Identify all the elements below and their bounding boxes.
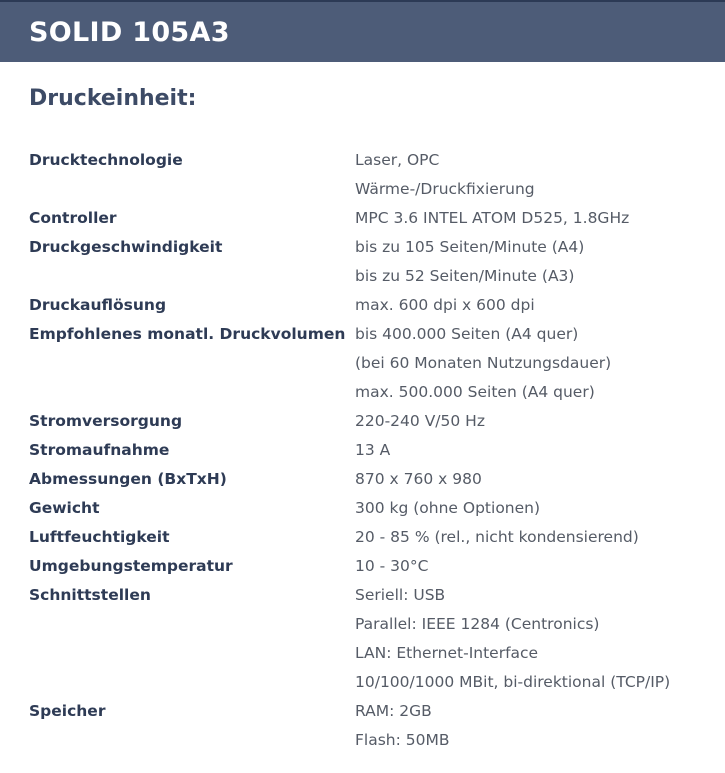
spec-value: 10/100/1000 MBit, bi-direktional (TCP/IP) xyxy=(355,673,671,691)
spec-values xyxy=(355,523,639,552)
spec-value: bis zu 105 Seiten/Minute (A4) xyxy=(355,238,585,256)
spec-value: Wärme-/Druckfixierung xyxy=(355,180,535,198)
spec-values xyxy=(355,552,428,581)
spec-label: Druckauflösung xyxy=(29,296,167,314)
spec-values xyxy=(355,407,485,436)
header-bar xyxy=(0,0,725,62)
spec-values xyxy=(355,146,535,204)
spec-values xyxy=(355,233,584,291)
spec-values xyxy=(355,436,390,465)
spec-value: (bei 60 Monaten Nutzungsdauer) xyxy=(355,354,612,372)
spec-value: bis zu 52 Seiten/Minute (A3) xyxy=(355,267,575,285)
spec-row xyxy=(29,581,709,697)
spec-values xyxy=(355,697,450,755)
spec-label: Drucktechnologie xyxy=(29,151,183,169)
spec-row xyxy=(29,291,709,320)
spec-label: Gewicht xyxy=(29,499,100,517)
spec-row xyxy=(29,407,709,436)
spec-value: Laser, OPC xyxy=(355,151,440,169)
spec-value: Flash: 50MB xyxy=(355,731,450,749)
spec-label: Empfohlenes monatl. Druckvolumen xyxy=(29,325,346,343)
spec-row xyxy=(29,146,709,204)
spec-value: Seriell: USB xyxy=(355,586,446,604)
spec-values xyxy=(355,494,540,523)
spec-value: Parallel: IEEE 1284 (Centronics) xyxy=(355,615,600,633)
spec-value: 20 - 85 % (rel., nicht kondensierend) xyxy=(355,528,639,546)
spec-table xyxy=(29,146,709,755)
spec-label: Abmessungen (BxTxH) xyxy=(29,470,227,488)
spec-row xyxy=(29,320,709,407)
spec-value: 10 - 30°C xyxy=(355,557,429,575)
spec-values xyxy=(355,204,629,233)
spec-label: Stromaufnahme xyxy=(29,441,170,459)
spec-label: Stromversorgung xyxy=(29,412,183,430)
spec-label: Speicher xyxy=(29,702,106,720)
spec-row xyxy=(29,494,709,523)
spec-row xyxy=(29,523,709,552)
spec-value: 13 A xyxy=(355,441,391,459)
spec-row xyxy=(29,204,709,233)
spec-values xyxy=(355,465,482,494)
spec-values xyxy=(355,291,535,320)
spec-values xyxy=(355,581,670,697)
spec-values xyxy=(355,320,611,407)
spec-row xyxy=(29,436,709,465)
spec-value: 300 kg (ohne Optionen) xyxy=(355,499,541,517)
spec-row xyxy=(29,697,709,755)
spec-value: LAN: Ethernet-Interface xyxy=(355,644,539,662)
spec-value: max. 600 dpi x 600 dpi xyxy=(355,296,535,314)
spec-row xyxy=(29,552,709,581)
spec-value: bis 400.000 Seiten (A4 quer) xyxy=(355,325,579,343)
spec-label: Controller xyxy=(29,209,117,227)
spec-value: RAM: 2GB xyxy=(355,702,432,720)
spec-value: 220-240 V/50 Hz xyxy=(355,412,485,430)
spec-row xyxy=(29,465,709,494)
spec-value: MPC 3.6 INTEL ATOM D525, 1.8GHz xyxy=(355,209,630,227)
spec-label: Schnittstellen xyxy=(29,586,151,604)
spec-value: 870 x 760 x 980 xyxy=(355,470,482,488)
spec-value: max. 500.000 Seiten (A4 quer) xyxy=(355,383,595,401)
spec-label: Luftfeuchtigkeit xyxy=(29,528,170,546)
product-title: SOLID 105A3 xyxy=(29,16,230,48)
spec-row xyxy=(29,233,709,291)
spec-label: Umgebungstemperatur xyxy=(29,557,233,575)
spec-label: Druckgeschwindigkeit xyxy=(29,238,223,256)
section-title: Druckeinheit: xyxy=(29,86,197,111)
